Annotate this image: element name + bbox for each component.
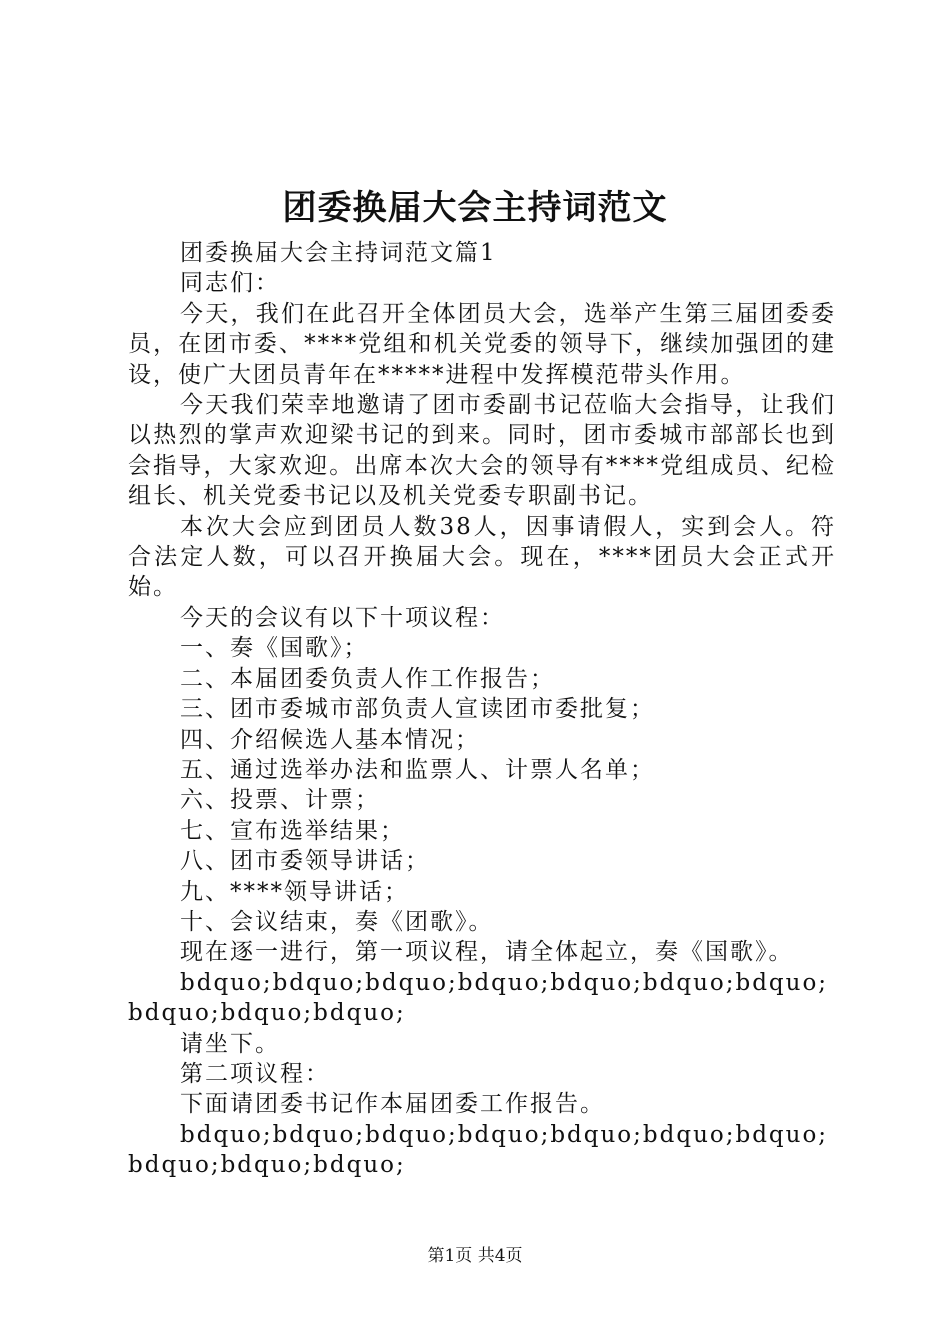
agenda-item: 八、团市委领导讲话；	[180, 848, 430, 875]
agenda-item: 六、投票、计票；	[180, 787, 380, 814]
body-paragraph: 下面请团委书记作本届团委工作报告。	[180, 1091, 605, 1118]
body-paragraph: 现在逐一进行，第一项议程，请全体起立，奏《国歌》。	[180, 939, 794, 966]
agenda-item: 四、介绍候选人基本情况；	[180, 726, 480, 753]
page-footer: 第1页 共4页	[427, 1246, 523, 1266]
agenda-item: 十、会议结束，奏《团歌》。	[180, 908, 494, 935]
subtitle-paragraph: 团委换届大会主持词范文篇1	[180, 240, 497, 266]
agenda-item: 七、宣布选举结果；	[180, 817, 405, 844]
agenda-item: 九、****领导讲话；	[180, 878, 409, 905]
body-paragraph: 今天，我们在此召开全体团员大会，选举产生第三届团委委员，在团市委、****党组和机关党委的领导下，继续加强团的建设，使广大团员青年在*****进程中发挥模范带头作用。	[128, 300, 836, 388]
salutation-paragraph: 同志们：	[180, 270, 280, 297]
body-paragraph: 今天我们荣幸地邀请了团市委副书记莅临大会指导，让我们以热烈的掌声欢迎梁书记的到来。同时，团市委城市部部长也到会指导，大家欢迎。出席本次大会的领导有****党组成员、纪检组长、机关党委书记以及机关党委专职副书记。	[128, 392, 836, 510]
placeholder-paragraph: bdquo;bdquo;bdquo;bdquo;bdquo;bdquo;bdquo;bdquo;bdquo;bdquo;	[128, 969, 829, 1027]
body-paragraph: 第二项议程：	[180, 1060, 330, 1087]
document-body	[128, 238, 836, 1181]
agenda-item: 一、奏《国歌》；	[180, 635, 369, 662]
agenda-item: 三、团市委城市部负责人宣读团市委批复；	[180, 696, 655, 723]
body-paragraph: 今天的会议有以下十项议程：	[180, 604, 505, 631]
body-paragraph: 本次大会应到团员人数38人，因事请假人，实到会人。符合法定人数，可以召开换届大会。现在，****团员大会正式开始。	[128, 513, 836, 601]
agenda-item: 五、通过选举办法和监票人、计票人名单；	[180, 756, 655, 783]
placeholder-paragraph: bdquo;bdquo;bdquo;bdquo;bdquo;bdquo;bdquo;bdquo;bdquo;bdquo;	[128, 1121, 829, 1179]
body-paragraph: 请坐下。	[180, 1030, 280, 1057]
document-title: 团委换届大会主持词范文	[282, 188, 668, 228]
agenda-item: 二、本届团委负责人作工作报告；	[180, 665, 555, 692]
